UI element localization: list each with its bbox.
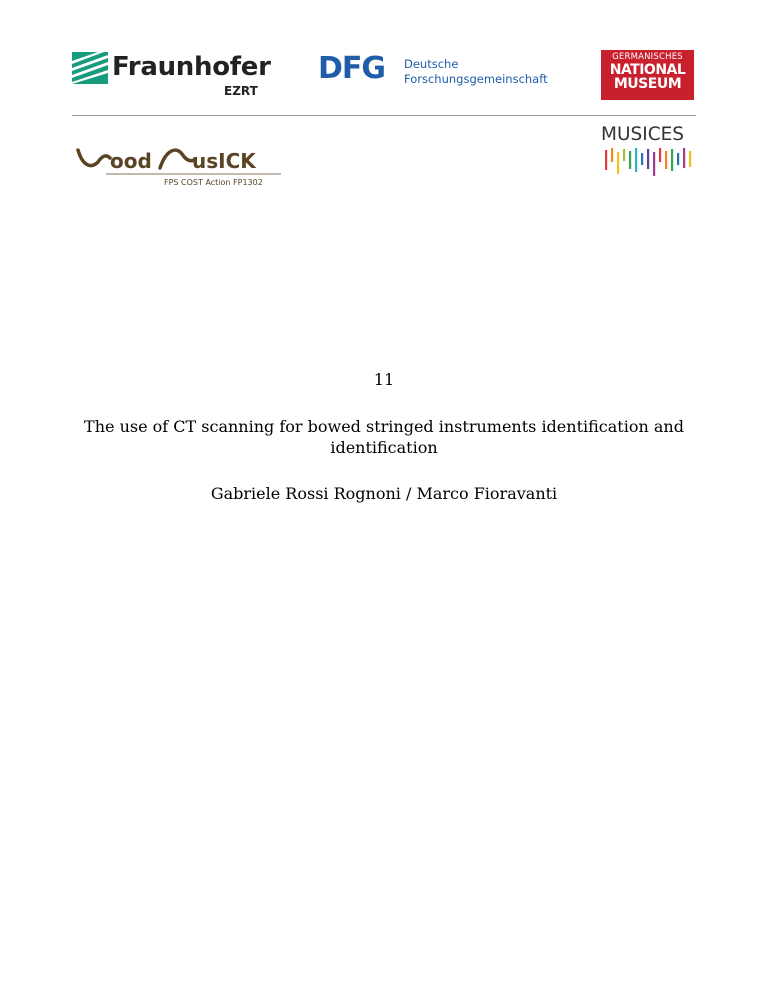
dfg-line2: Forschungsgemeinschaft — [404, 72, 548, 86]
musices-logo — [601, 124, 696, 180]
gnm-logo — [601, 50, 694, 100]
document-authors: Gabriele Rossi Rognoni / Marco Fioravanti — [210, 484, 558, 503]
fraunhofer-sub: EZRT — [224, 84, 258, 98]
gnm-line1: GERMANISCHES — [612, 52, 683, 62]
fraunhofer-logo — [72, 50, 272, 102]
woodmusick-sub: FPS COST Action FP1302 — [164, 178, 263, 187]
musices-name: MUSICES — [601, 124, 685, 145]
header-divider — [72, 115, 696, 116]
dfg-line1: Deutsche — [404, 57, 459, 71]
fraunhofer-mark-icon — [72, 52, 108, 84]
svg-text:usICK: usICK — [192, 149, 256, 173]
svg-text:ood: ood — [110, 149, 152, 173]
document-title: The use of CT scanning for bowed stringed instruments identification and identification — [84, 417, 684, 457]
woodmusick-wordmark-icon — [76, 140, 306, 180]
dfg-mark: DFG — [318, 51, 386, 86]
musices-bars-icon — [605, 148, 695, 176]
woodmusick-logo — [76, 140, 306, 200]
fraunhofer-name: Fraunhofer — [112, 52, 271, 82]
dfg-logo — [318, 51, 558, 91]
gnm-line2: NATIONAL — [609, 61, 686, 78]
chapter-number: 11 — [373, 370, 395, 389]
gnm-line3: MUSEUM — [613, 75, 682, 92]
